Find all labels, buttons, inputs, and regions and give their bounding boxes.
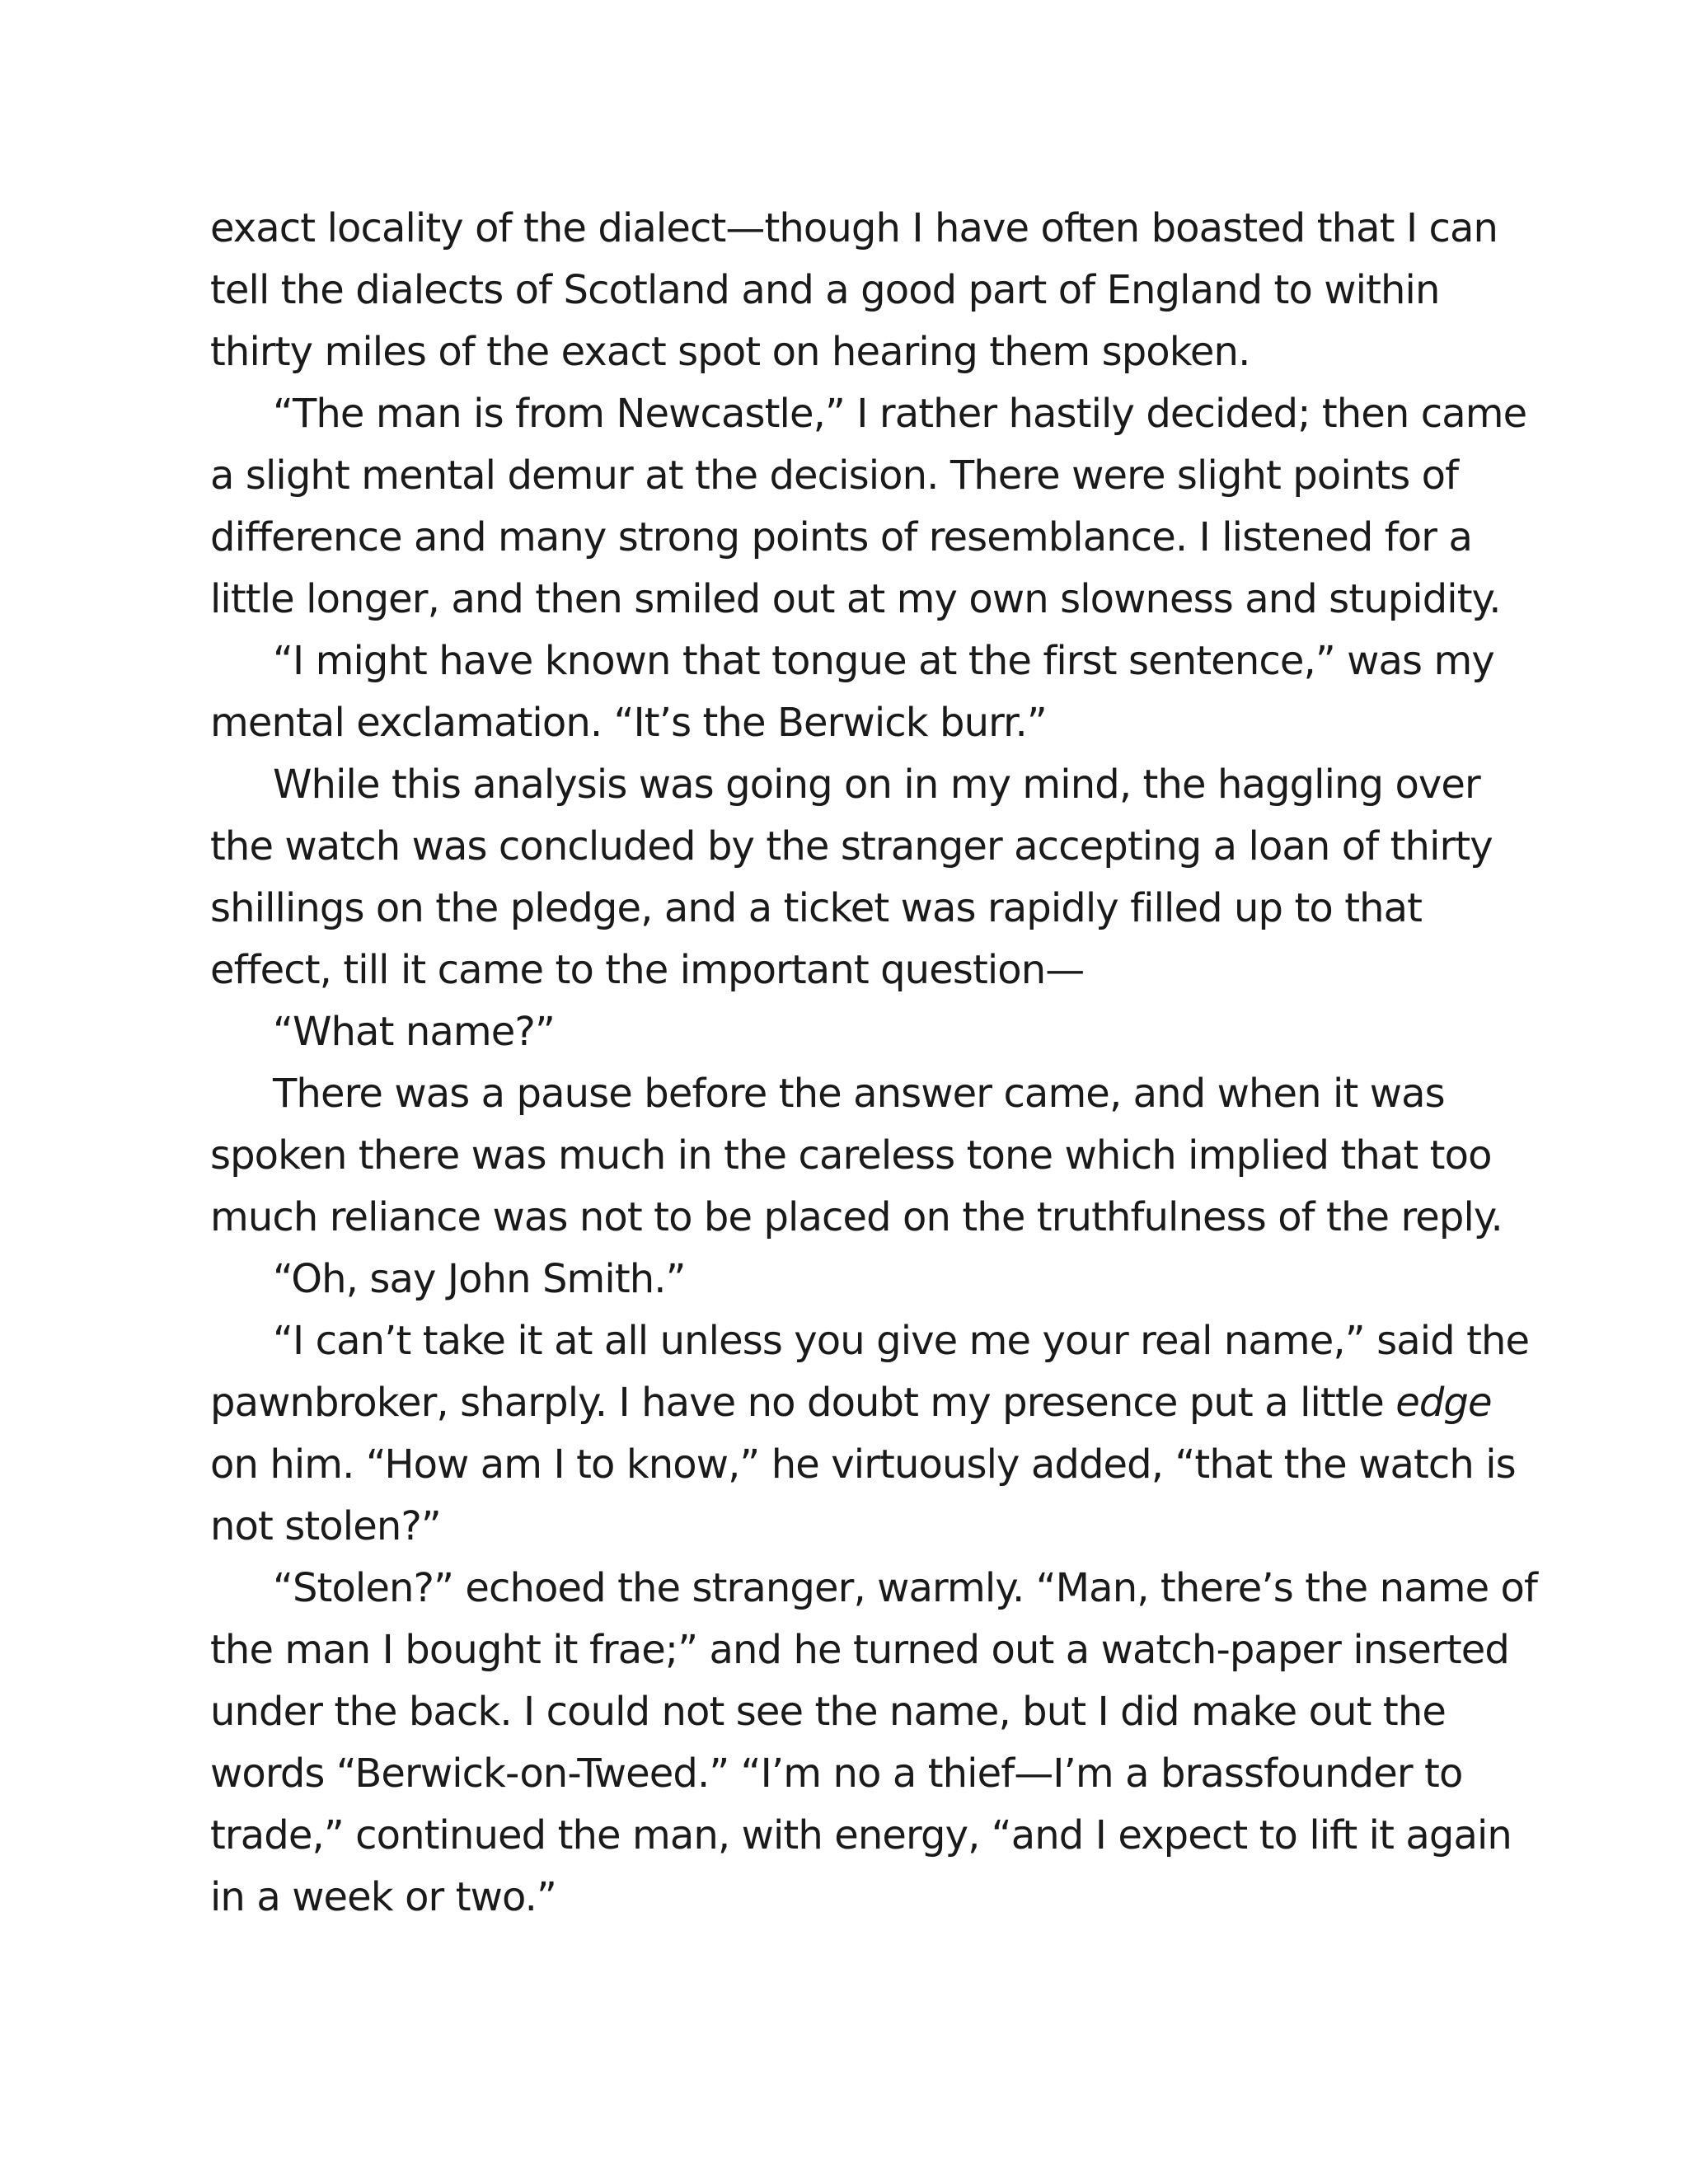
emphasized-word: edge: [1395, 1380, 1492, 1426]
text-line: difference and many strong points of resemblance. I listened for a: [210, 514, 1472, 560]
paragraph: [210, 754, 1496, 1001]
text-line: not stolen?”: [210, 1503, 441, 1549]
text-line: on him. “How am I to know,” he virtuously added, “that the watch is: [210, 1441, 1516, 1488]
text-line: tell the dialects of Scotland and a good part of England to within: [210, 267, 1440, 313]
text-line: in a week or two.”: [210, 1874, 556, 1920]
text-line: shillings on the pledge, and a ticket was rapidly filled up to that: [210, 885, 1423, 931]
body-text: [210, 198, 1538, 1929]
text-line: trade,” continued the man, with energy, “and I expect to lift it again: [210, 1812, 1512, 1858]
text-line: much reliance was not to be placed on the truthfulness of the reply.: [210, 1194, 1503, 1240]
paragraph: [210, 1063, 1503, 1249]
text-line: “The man is from Newcastle,” I rather hastily decided; then came: [273, 391, 1527, 437]
text-line: words “Berwick-on-Tweed.” “I’m no a thief—I’m a brassfounder to: [210, 1750, 1463, 1797]
paragraph: [210, 1001, 1496, 1063]
text-line: under the back. I could not see the name, but I did make out the: [210, 1689, 1446, 1735]
text-segment: pawnbroker, sharply. I have no doubt my presence put a little: [210, 1380, 1396, 1426]
text-line: little longer, and then smiled out at my own slowness and stupidity.: [210, 576, 1501, 622]
text-line: thirty miles of the exact spot on hearing them spoken.: [210, 329, 1250, 375]
paragraph: [210, 1558, 1538, 1929]
text-line: “What name?”: [273, 1009, 555, 1055]
text-line: exact locality of the dialect—though I have often boasted that I can: [210, 205, 1498, 251]
paragraph: [210, 383, 1527, 630]
text-line: “Oh, say John Smith.”: [273, 1256, 686, 1302]
paragraph: [210, 198, 1496, 383]
text-line: the watch was concluded by the stranger accepting a loan of thirty: [210, 823, 1493, 869]
text-line: spoken there was much in the careless tone which implied that too: [210, 1132, 1492, 1179]
text-line: While this analysis was going on in my mind, the haggling over: [273, 762, 1480, 808]
paragraph: [210, 1249, 1496, 1310]
paragraph: [210, 630, 1496, 754]
text-line: “I might have known that tongue at the first sentence,” was my: [273, 638, 1494, 684]
text-line: a slight mental demur at the decision. There were slight points of: [210, 452, 1459, 499]
text-line: “I can’t take it at all unless you give me your real name,” said the: [273, 1318, 1530, 1364]
text-line: mental exclamation. “It’s the Berwick burr.”: [210, 700, 1047, 746]
text-line: effect, till it came to the important question—: [210, 947, 1085, 993]
text-line: There was a pause before the answer came, and when it was: [273, 1071, 1445, 1117]
text-line: “Stolen?” echoed the stranger, warmly. “Man, there’s the name of: [273, 1565, 1538, 1611]
text-line: [210, 1372, 1496, 1434]
text-line: the man I bought it frae;” and he turned out a watch-paper inserted: [210, 1627, 1509, 1673]
paragraph: [210, 1310, 1530, 1558]
